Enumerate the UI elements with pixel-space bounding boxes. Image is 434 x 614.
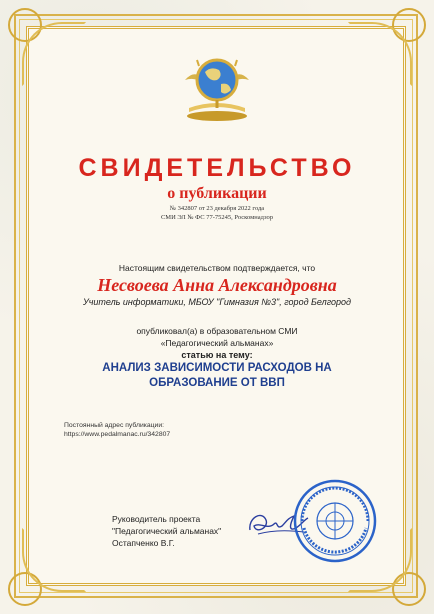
media-name: «Педагогический альманах» (160, 338, 274, 348)
registration-info: СМИ ЭЛ № ФС 77-75245, Роскомнадзор (160, 214, 274, 221)
person-position: Учитель информатики, МБОУ "Гимназия №3", город Белгород (82, 297, 352, 307)
topic-line-2: ОБРАЗОВАНИЕ ОТ ВВП (149, 377, 285, 389)
address-url[interactable]: https://www.pedalmanac.ru/342807 (64, 431, 171, 438)
topic-label: статью на тему: (181, 350, 253, 360)
topic-line-1: АНАЛИЗ ЗАВИСИМОСТИ РАСХОДОВ НА (102, 362, 332, 374)
published-in-text: опубликовал(а) в образовательном СМИ (136, 326, 298, 336)
confirm-text: Настоящим свидетельством подтверждается, что (118, 263, 316, 273)
certificate-title: СВИДЕТЕЛЬСТВО (78, 154, 356, 182)
globe-book-emblem-icon (177, 46, 257, 126)
certificate-subtitle: о публикации (167, 185, 267, 202)
certificate-number: № 342807 от 23 декабря 2022 года (169, 205, 265, 212)
signer-role: Руководитель проекта (112, 514, 201, 524)
signer-project: "Педагогический альманах" (112, 526, 222, 536)
official-stamp-icon (292, 478, 378, 564)
address-label: Постоянный адрес публикации: (64, 422, 165, 429)
person-name: Несвоева Анна Александровна (97, 275, 337, 295)
signer-name: Остапченко В.Г. (112, 538, 175, 548)
